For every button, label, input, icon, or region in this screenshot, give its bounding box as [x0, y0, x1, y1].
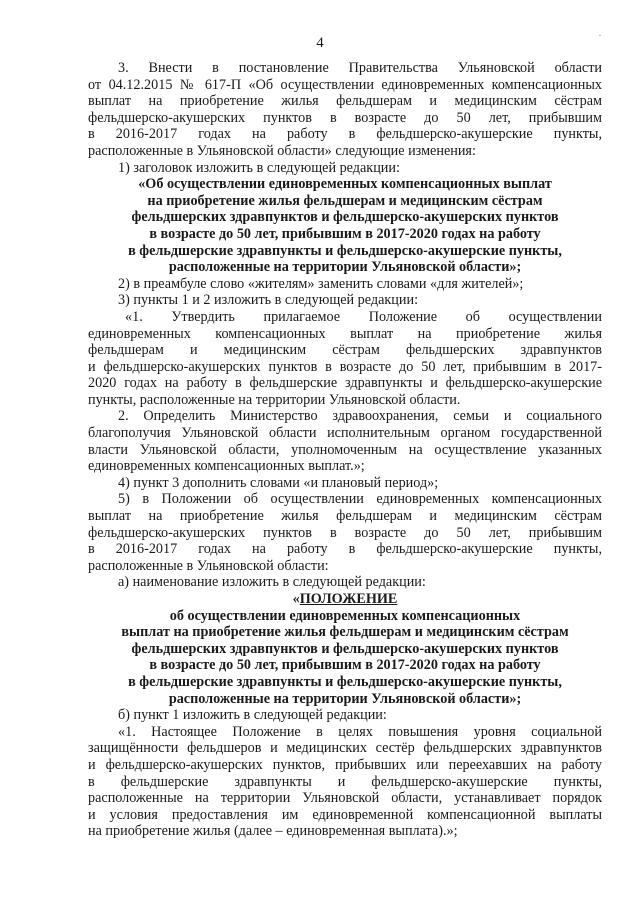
quote-b-line: и фельдшерско-акушерских пунктов, прибывших или переехавших на работу	[88, 756, 602, 773]
title2-line: выплат на приобретение жилья фельдшерам и медицинским сёстрам	[121, 624, 569, 641]
quote-point2-line: благополучия Ульяновской области исполнительным органом государственной	[88, 425, 602, 442]
page-number: 4	[316, 35, 324, 51]
section3-line: от 04.12.2015 № 617-П «Об осуществлении единовременных компенсационных	[88, 76, 602, 93]
item4: 4) пункт 3 дополнить словами «и плановый период»;	[118, 474, 439, 491]
quote-b-line: на приобретение жилья (далее – единовременная выплата).»;	[88, 823, 458, 840]
quote-point2-line: власти Ульяновской области, уполномоченным на осуществление указанных	[88, 441, 602, 458]
section3-line: в 2016-2017 годах на работу в фельдшерско-акушерские пункты,	[88, 126, 602, 143]
title2-line: в возрасте до 50 лет, прибывшим в 2017-2020 годах на работу	[149, 657, 541, 674]
section3-line: 3. Внести в постановление Правительства Ульяновской области	[118, 60, 602, 76]
title1-line: расположенные на территории Ульяновской области»;	[168, 259, 522, 276]
section3-line: фельдшерско-акушерских пунктов в возрасте до 50 лет, прибывшим	[88, 109, 602, 126]
quote-point1-line: 2020 годах на работу в фельдшерские здравпункты и фельдшерско-акушерские	[88, 375, 602, 392]
quote-point1-line: и фельдшерско-акушерских пунктов в возрасте до 50 лет, прибывшим в 2017-	[88, 358, 602, 375]
title2-line: расположенные на территории Ульяновской области»;	[168, 690, 522, 707]
item5-line: в 2016-2017 годах на работу в фельдшерско-акушерские пункты,	[88, 541, 602, 558]
item2: 2) в преамбуле слово «жителям» заменить словами «для жителей»;	[118, 275, 524, 292]
scan-mark: ·	[598, 28, 602, 42]
title1-line: «Об осуществлении единовременных компенсационных выплат	[138, 176, 552, 193]
item5-line: фельдшерско-акушерских пунктов в возрасте до 50 лет, прибывшим	[88, 524, 602, 541]
title2-line: об осуществлении единовременных компенсационных	[169, 607, 521, 624]
quote-b-line: расположенные на территории Ульяновской области, устанавливает порядок	[88, 790, 602, 807]
title1-line: в возрасте до 50 лет, прибывшим в 2017-2020 годах на работу	[149, 225, 541, 242]
item5-line: 5) в Положении об осуществлении единовременных компенсационных	[118, 491, 602, 508]
quote-point1-line: пункты, расположенные на территории Ульяновской области.	[88, 391, 461, 408]
section3-line: выплат на приобретение жилья фельдшерам и медицинским сёстрам	[88, 93, 602, 110]
title2-heading-word: ПОЛОЖЕНИЕ	[299, 591, 398, 607]
quote-point1-line: единовременных компенсационных выплат на приобретение жилья	[88, 325, 602, 342]
quote-point2-line: единовременных компенсационных выплат.»;	[88, 458, 365, 475]
title2-open-quote: «	[292, 591, 300, 607]
item5a-label: а) наименование изложить в следующей редакции:	[118, 574, 426, 591]
title1-line: на приобретение жилья фельдшерам и медицинским сёстрам	[147, 192, 543, 209]
document-body	[88, 60, 602, 840]
title1-line: фельдшерских здравпунктов и фельдшерско-акушерских пунктов	[131, 209, 559, 226]
title2-line: фельдшерских здравпунктов и фельдшерско-акушерских пунктов	[131, 640, 559, 657]
quote-b-line: защищённости фельдшеров и медицинских сестёр фельдшерских здравпунктов	[88, 740, 602, 757]
quote-point1-line: фельдшерам и медицинским сёстрам фельдшерских здравпунктов	[88, 342, 602, 359]
title2-heading	[88, 591, 602, 608]
item5-line: выплат на приобретение жилья фельдшерам и медицинским сёстрам	[88, 508, 602, 525]
title1-line: в фельдшерские здравпункты и фельдшерско-акушерские пункты,	[128, 242, 562, 259]
section3-line: расположенные в Ульяновской области» следующие изменения:	[88, 142, 476, 159]
quote-b-line: и условия предоставления им единовременной компенсационной выплаты	[88, 806, 602, 823]
item5-line: расположенные в Ульяновской области:	[88, 557, 329, 574]
quote-b-line: «1. Настоящее Положение в целях повышения уровня социальной	[118, 723, 602, 740]
quote-point1-line: «1. Утвердить прилагаемое Положение об осуществлении	[125, 308, 602, 325]
item3-label: 3) пункты 1 и 2 изложить в следующей редакции:	[118, 292, 419, 309]
item1-label: 1) заголовок изложить в следующей редакции:	[118, 159, 400, 176]
title2-line: в фельдшерские здравпункты и фельдшерско-акушерские пункты,	[128, 673, 562, 690]
quote-point2-line: 2. Определить Министерство здравоохранения, семьи и социального	[118, 408, 602, 425]
item5b-label: б) пункт 1 изложить в следующей редакции:	[118, 707, 387, 724]
quote-b-line: в фельдшерские здравпункты и фельдшерско-акушерские пункты,	[88, 773, 602, 790]
